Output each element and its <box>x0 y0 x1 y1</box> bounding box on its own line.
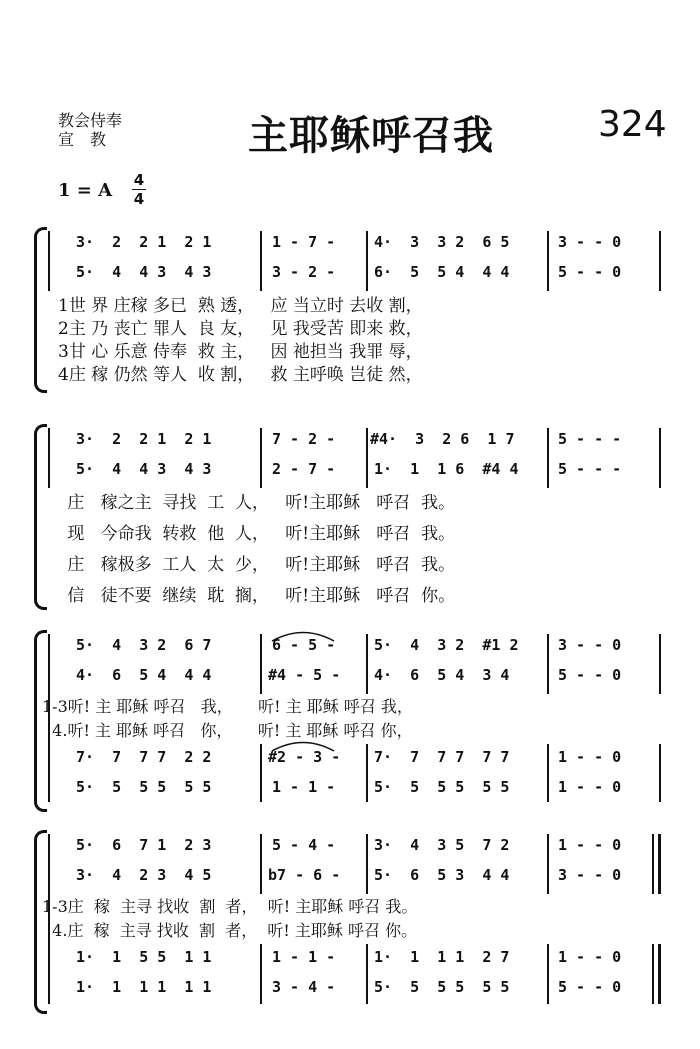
measure: 1 - - 0 <box>558 778 622 796</box>
measure: 5· 4 3 2 #1 2 <box>374 636 519 654</box>
staff-bracket-line <box>48 428 50 488</box>
barline <box>260 744 262 802</box>
measure: 7· 7 7 7 7 7 <box>374 748 510 766</box>
barline <box>366 834 368 894</box>
measure: #2 - 3 - <box>268 748 341 766</box>
measure: 1 - - 0 <box>558 748 622 766</box>
staff-bracket-line <box>48 231 50 291</box>
measure: 5· 5 5 5 5 5 <box>374 978 510 996</box>
measure: 5 - - 0 <box>558 666 622 684</box>
measure: 5 - - 0 <box>558 263 622 281</box>
measure: 3 - - 0 <box>558 866 622 884</box>
lyric-line: 现 今命我 转救 他 人， 听!主耶稣 呼召 我。 <box>62 524 456 544</box>
barline <box>652 834 654 894</box>
barline <box>547 834 549 894</box>
system-2 <box>62 422 662 612</box>
measure: 6 - 5 - <box>272 636 336 654</box>
measure: 5· 6 5 3 4 4 <box>374 866 510 884</box>
measure: 7· 7 7 7 2 2 <box>76 748 212 766</box>
lyric-line: 2主 乃 丧亡 罪人 良 友， 见 我受苦 即来 救， <box>58 319 423 339</box>
category-label: 教会侍奉 <box>58 111 123 130</box>
barline <box>659 231 661 291</box>
system-brace <box>34 424 47 610</box>
measure: 3 - - 0 <box>558 233 622 251</box>
measure: 5· 4 4 3 4 3 <box>76 460 212 478</box>
measure: 3· 4 3 5 7 2 <box>374 836 510 854</box>
time-signature <box>132 172 146 207</box>
barline <box>260 231 262 291</box>
lyric-line: 信 徒不要 继续 耽 搁， 听!主耶稣 呼召 你。 <box>62 586 456 606</box>
measure: 4· 3 3 2 6 5 <box>374 233 510 251</box>
lyric-line: 4.听! 主 耶稣 呼召 你， 听! 主 耶稣 呼召 你， <box>42 721 413 740</box>
lyric-line: 1-3庄 稼 主寻 找收 割 者， 听! 主耶稣 呼召 我。 <box>42 897 418 916</box>
time-bottom: 4 <box>133 190 145 208</box>
barline <box>659 428 661 488</box>
barline <box>366 634 368 694</box>
system-1 <box>58 225 662 395</box>
song-title: 主耶稣呼召我 <box>248 112 494 159</box>
measure: 5· 5 5 5 5 5 <box>76 778 212 796</box>
barline <box>260 428 262 488</box>
barline <box>547 231 549 291</box>
measure: 1 - 7 - <box>272 233 336 251</box>
hymn-number: 324 <box>598 104 667 145</box>
measure: 1· 1 1 1 2 7 <box>374 948 510 966</box>
lyric-line: 4庄 稼 仍然 等人 收 割， 救 主呼唤 岂徒 然， <box>58 365 423 385</box>
measure: 5 - - - <box>558 460 622 478</box>
system-brace <box>34 227 47 393</box>
measure: 5· 5 5 5 5 5 <box>374 778 510 796</box>
measure: 1 - - 0 <box>558 836 622 854</box>
measure: 3 - 2 - <box>272 263 336 281</box>
lyric-line: 1-3听! 主 耶稣 呼召 我， 听! 主 耶稣 呼召 我， <box>42 697 413 716</box>
measure: 1 - - 0 <box>558 948 622 966</box>
measure: 1· 1 1 6 #4 4 <box>374 460 519 478</box>
measure: 5 - - 0 <box>558 978 622 996</box>
lyric-line: 3甘 心 乐意 侍奉 救 主， 因 祂担当 我罪 辱， <box>58 342 423 362</box>
time-top: 4 <box>133 171 145 189</box>
measure: 5 - 4 - <box>272 836 336 854</box>
measure: 5· 4 3 2 6 7 <box>76 636 212 654</box>
barline <box>366 944 368 1004</box>
key-signature: 1 = A <box>58 180 113 201</box>
measure: 5· 6 7 1 2 3 <box>76 836 212 854</box>
measure: 5 - - - <box>558 430 622 448</box>
lyric-line: 庄 稼之主 寻找 工 人， 听!主耶稣 呼召 我。 <box>62 493 456 513</box>
measure: #4 - 5 - <box>268 666 341 684</box>
measure: 4· 6 5 4 3 4 <box>374 666 510 684</box>
measure: 1 - 1 - <box>272 778 336 796</box>
barline <box>547 744 549 802</box>
barline <box>547 428 549 488</box>
measure: 1· 1 5 5 1 1 <box>76 948 212 966</box>
barline <box>366 744 368 802</box>
system-4 <box>42 828 672 1013</box>
barline <box>366 231 368 291</box>
final-barline <box>658 834 661 894</box>
barline <box>260 944 262 1004</box>
lyric-line: 4.庄 稼 主寻 找收 割 者， 听! 主耶稣 呼召 你。 <box>42 921 418 940</box>
measure: 4· 6 5 4 4 4 <box>76 666 212 684</box>
measure: 6· 5 5 4 4 4 <box>374 263 510 281</box>
measure: #4· 3 2 6 1 7 <box>370 430 515 448</box>
barline <box>260 834 262 894</box>
barline <box>547 944 549 1004</box>
barline <box>659 744 661 802</box>
measure: 1 - 1 - <box>272 948 336 966</box>
barline <box>260 634 262 694</box>
measure: 3· 4 2 3 4 5 <box>76 866 212 884</box>
measure: 3· 2 2 1 2 1 <box>76 233 212 251</box>
measure: 3· 2 2 1 2 1 <box>76 430 212 448</box>
final-barline <box>658 944 661 1004</box>
lyric-line: 1世 界 庄稼 多已 熟 透， 应 当立时 去收 割， <box>58 296 423 316</box>
lyric-line: 庄 稼极多 工人 太 少， 听!主耶稣 呼召 我。 <box>62 555 456 575</box>
measure: 5· 4 4 3 4 3 <box>76 263 212 281</box>
measure: b7 - 6 - <box>268 866 341 884</box>
measure: 7 - 2 - <box>272 430 336 448</box>
barline <box>652 944 654 1004</box>
measure: 2 - 7 - <box>272 460 336 478</box>
barline <box>659 634 661 694</box>
measure: 3 - 4 - <box>272 978 336 996</box>
system-3 <box>42 628 662 808</box>
barline <box>547 634 549 694</box>
subcategory-label: 宣 教 <box>58 130 107 149</box>
barline <box>366 428 368 488</box>
measure: 3 - - 0 <box>558 636 622 654</box>
measure: 1· 1 1 1 1 1 <box>76 978 212 996</box>
